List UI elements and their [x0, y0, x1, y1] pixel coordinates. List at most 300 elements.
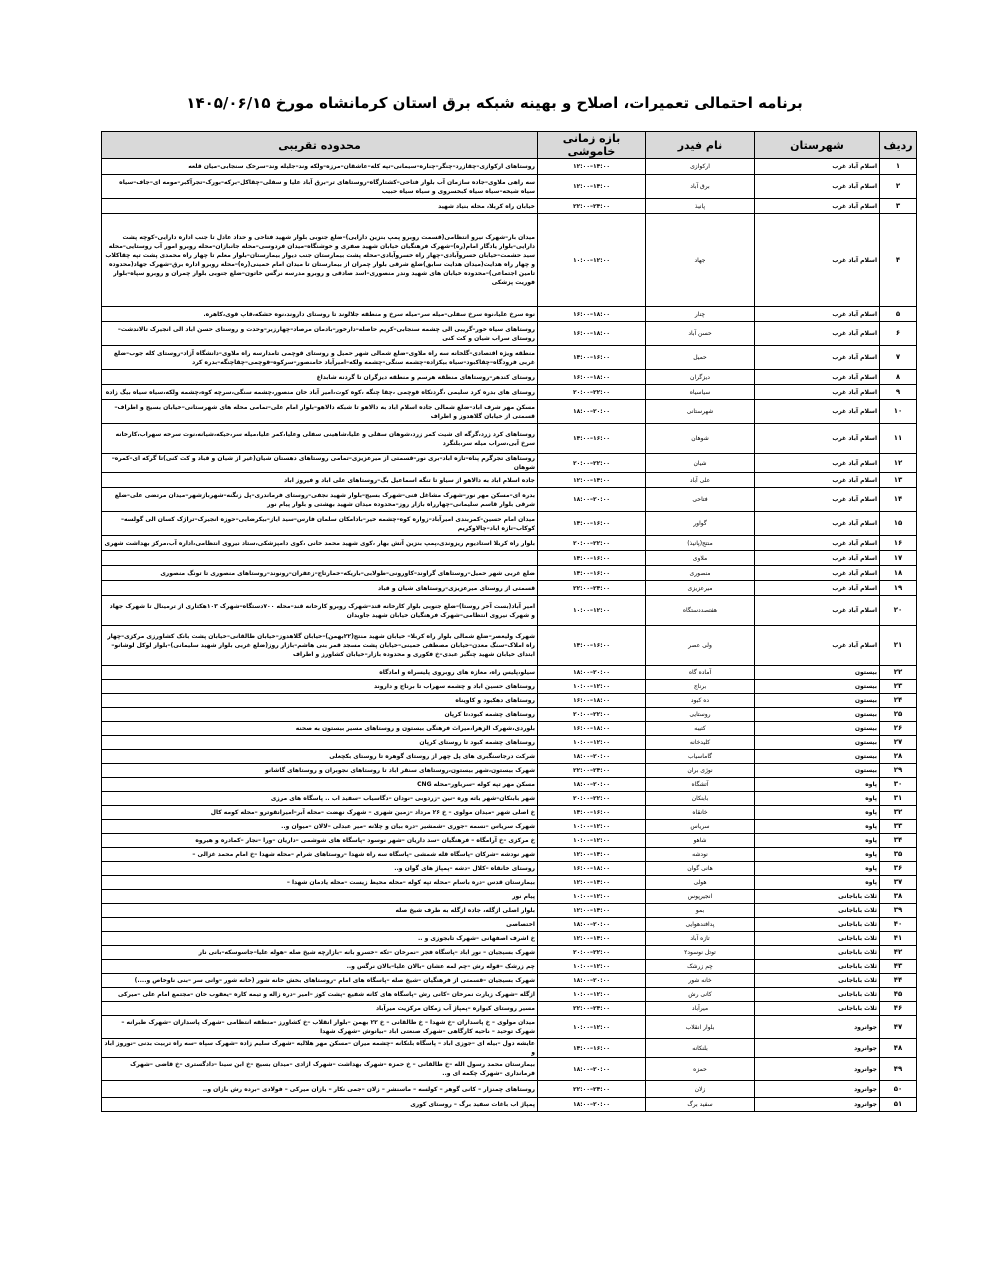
table-row	[102, 454, 917, 473]
city-cell: ثلاث باباجانی	[755, 932, 880, 946]
table-row	[102, 806, 917, 820]
area-cell: شرکت درجاسنگبری های پل چهر از روستای گوهره تا روستای بکچغلی	[102, 750, 538, 764]
row-number-cell: ۳۲	[880, 806, 917, 820]
area-cell: روستاهای سیاه خور–گریبی الی چشمه سنجابی–کریم حاصله–دارخور–بادمان مرصاد–چهارزبر–وحدت و روستای حسن اباد الی انجیرک تالاندشت–روستای سراب شیان و کت کنی	[102, 322, 538, 346]
city-cell: ثلاث باباجانی	[755, 946, 880, 960]
area-cell: مسکن مهر شرف اباد–ضلع شمالی جاده اسلام اباد به دالاهو تا شبکه دالاهو–بلوار امام علی–تمامی محله های شهرستانی–خیابان بسیج و اطراف–قسمتی از خیابان گلاهدوز و اطراف	[102, 400, 538, 424]
table-row	[102, 820, 917, 834]
area-cell: عایشه دول –بیله ای –جوزی اباد – پاسگاه بلنکانه –چشمه میران –مسکن مهر هلالیه –شهرک سلیم زاده –شهرک سپاه –سه راه تربیت بدنی –نوروز اباد و	[102, 1039, 538, 1058]
row-number-cell: ۴۶	[880, 1002, 917, 1016]
row-number-cell: ۲۷	[880, 736, 917, 750]
city-cell: پاوه	[755, 792, 880, 806]
area-cell: روستای خانقاه –کلال –دشه –پمپاژ های گوان و..	[102, 862, 538, 876]
table-row	[102, 424, 917, 454]
feeder-cell: شوهان	[646, 424, 755, 454]
header-row-number: ردیف	[880, 132, 917, 159]
table-row	[102, 694, 917, 708]
time-cell: ۱۶:۰۰–۱۸:۰۰	[538, 862, 646, 876]
row-number-cell: ۱	[880, 159, 917, 175]
feeder-cell: کلیدخانه	[646, 736, 755, 750]
row-number-cell: ۲	[880, 175, 917, 199]
feeder-cell: جهاد	[646, 214, 755, 307]
time-cell: ۱۰:۰۰–۱۲:۰۰	[538, 834, 646, 848]
city-cell: اسلام آباد غرب	[755, 566, 880, 581]
area-cell: شهرک بسیجیان –قسمتی از فرهنگیان –شیخ صله –پاسگاه های امام –روستاهای بخش خانه شور (خانه شور –وانی سر –بنی ناوخاص و....)	[102, 974, 538, 988]
feeder-cell: حمزه	[646, 1058, 755, 1081]
area-cell: بلوار راه کربلا استادیوم ریزوندی،پمپ بنزین آتش بهار ،کوی شهید محمد خانی ،کوی دامپزشکی،ستاد نیروی انتظامی،اداره آب،مرکز بهداشت شهری	[102, 536, 538, 551]
row-number-cell: ۵	[880, 307, 917, 322]
row-number-cell: ۲۸	[880, 750, 917, 764]
time-cell: ۱۰:۰۰–۱۲:۰۰	[538, 680, 646, 694]
table-row	[102, 834, 917, 848]
city-cell: پاوه	[755, 848, 880, 862]
row-number-cell: ۶	[880, 322, 917, 346]
row-number-cell: ۳۴	[880, 834, 917, 848]
header-area: محدوده تقریبی	[102, 132, 538, 159]
feeder-cell: ارکوازی	[646, 159, 755, 175]
area-cell: بیمارستان قدس –دره باسام –محله تپه کوله –محله محیط زیست –محله یادمان شهدا –	[102, 876, 538, 890]
time-cell: ۲۲:۰۰–۲۴:۰۰	[538, 764, 646, 778]
table-row	[102, 551, 917, 566]
city-cell: پاوه	[755, 862, 880, 876]
city-cell: پاوه	[755, 778, 880, 792]
time-cell: ۲۰:۰۰–۲۲:۰۰	[538, 708, 646, 722]
city-cell: اسلام آباد غرب	[755, 322, 880, 346]
row-number-cell: ۵۰	[880, 1081, 917, 1098]
table-row	[102, 666, 917, 680]
header-feeder: نام فیدر	[646, 132, 755, 159]
feeder-cell: برناج	[646, 680, 755, 694]
time-cell: ۱۲:۰۰–۱۴:۰۰	[538, 932, 646, 946]
row-number-cell: ۲۹	[880, 764, 917, 778]
row-number-cell: ۴	[880, 214, 917, 307]
table-row	[102, 988, 917, 1002]
area-cell: روستای کندهر–روستاهای منطقه هرسم و منطقه دیزگران تا گردنه شابداغ	[102, 370, 538, 385]
header-time: بازه زمانی خاموشی	[538, 132, 646, 159]
time-cell: ۱۸:۰۰–۲۰:۰۰	[538, 1058, 646, 1081]
table-row	[102, 1058, 917, 1081]
time-cell: ۲۰:۰۰–۲۲:۰۰	[538, 385, 646, 400]
table-row	[102, 848, 917, 862]
time-cell: ۱۸:۰۰–۲۰:۰۰	[538, 488, 646, 512]
time-cell: ۱۰:۰۰–۱۲:۰۰	[538, 596, 646, 626]
city-cell: اسلام آباد غرب	[755, 596, 880, 626]
time-cell: ۱۲:۰۰–۱۴:۰۰	[538, 848, 646, 862]
area-cell: سه راهی ملاوی–جاده سازمان آب بلوار فتاحی–کشتارگاه–روستاهای تر–برق آباد علیا و سفلی–چقاکل–برکه–بورک–تجرآکبر–مومه ای–جاف–سیاه سیاه شیخه–سیاه سیاه کبخسروی و سیاه سیاه حبیب	[102, 175, 538, 199]
table-row	[102, 581, 917, 596]
feeder-cell: خانقاه	[646, 806, 755, 820]
area-cell: روستاهای دهکبود و کاویناه	[102, 694, 538, 708]
area-cell: روستاهای چشمه کبود،تا کرپان	[102, 708, 538, 722]
feeder-cell: نوژی بران	[646, 764, 755, 778]
feeder-cell: کتیبه	[646, 722, 755, 736]
table-row	[102, 722, 917, 736]
table-row	[102, 536, 917, 551]
city-cell: اسلام آباد غرب	[755, 424, 880, 454]
area-cell: امیر آباد(بست آخر روستا)–ضلع جنوبی بلوار کارخانه قند–شهرک روبرو کارخانه قند–محله ۷۰۰دستگاه–شهرک ۱۰۳هکتاری از ترمینال تا شهرک جهاد و شهرک نیروی انتظامی–شهرک فرهنگیان خیابان شهید جاویدان	[102, 596, 538, 626]
feeder-cell: ولی عصر	[646, 626, 755, 666]
table-row	[102, 400, 917, 424]
time-cell: ۱۶:۰۰–۱۸:۰۰	[538, 694, 646, 708]
time-cell: ۱۴:۰۰–۱۶:۰۰	[538, 1039, 646, 1058]
table-row	[102, 175, 917, 199]
table-row	[102, 1016, 917, 1039]
feeder-cell: هولی	[646, 876, 755, 890]
time-cell: ۲۰:۰۰–۲۲:۰۰	[538, 454, 646, 473]
table-row	[102, 708, 917, 722]
table-row	[102, 199, 917, 214]
table-row	[102, 370, 917, 385]
city-cell: اسلام آباد غرب	[755, 370, 880, 385]
city-cell: اسلام آباد غرب	[755, 551, 880, 566]
city-cell: جوانرود	[755, 1058, 880, 1081]
time-cell: ۱۰:۰۰–۱۲:۰۰	[538, 1016, 646, 1039]
city-cell: اسلام آباد غرب	[755, 175, 880, 199]
row-number-cell: ۱۴	[880, 488, 917, 512]
row-number-cell: ۱۳	[880, 473, 917, 488]
feeder-cell: دیزگران	[646, 370, 755, 385]
feeder-cell: خانه شور	[646, 974, 755, 988]
table-row	[102, 1081, 917, 1098]
feeder-cell: شاهو	[646, 834, 755, 848]
time-cell: ۲۲:۰۰–۲۴:۰۰	[538, 1081, 646, 1098]
row-number-cell: ۴۹	[880, 1058, 917, 1081]
row-number-cell: ۴۱	[880, 932, 917, 946]
table-row	[102, 974, 917, 988]
area-cell: سیلو،پلیس راه، مغازه های روبروی پلیسراه و امادگاه	[102, 666, 538, 680]
row-number-cell: ۲۳	[880, 680, 917, 694]
city-cell: اسلام آباد غرب	[755, 199, 880, 214]
row-number-cell: ۱۸	[880, 566, 917, 581]
city-cell: اسلام آباد غرب	[755, 159, 880, 175]
table-row	[102, 918, 917, 932]
area-cell: میدان بار–شهرک نیرو انتظامی(قسمت روبرو پمپ بنزین دارایی)–ضلع جنوبی بلوار شهید فتاحی و حداد عادل تا جنب اداره دارایی–کوچه پشت دارایی–بلوار یادگار امام(ره)–شهرک فرهنگیان خیابان شهید صفری و خوشنگاه–میدان فردوسی–محله جانبازان–محله روبرو امور آب روستایی–محله سید حشمت–خیابان خسروآبادی–چهار راه خسروآبادی–محله پشت بیمارستان جنب دیوار بیمارستان–بلوار معلم تا چهار راه محمدی پشت تپه چقاکلاب و چهار راه هدایت(میدان هدایت سابق)ضلع شرقی بلوار چمران از بیمارستان تا میدان امام خمینی(ره)–محله روبرو اداره برق–شهرک جهاد(محدوده تامین اجتماعی)–محدوده خیابان های شهید وندر منصوری–اسد صادقی و روبرو مدرسه نرگس خاتون–ضلع جنوبی بلوار چمران و روبرو سپاه–بلوار فوریت پزشکی	[102, 214, 538, 307]
area-cell: روستای های بدره کرد سلیمی ،گردنکاه قوچمی ،چقا چنگه ،کوه کوت،امیر آباد خان منصور،چشمه سنگی،سرچه کوه،چشمه ولکه،سیاه سیاه بیگ زاده	[102, 385, 538, 400]
city-cell: جوانرود	[755, 1081, 880, 1098]
time-cell: ۱۰:۰۰–۱۲:۰۰	[538, 820, 646, 834]
row-number-cell: ۴۳	[880, 960, 917, 974]
time-cell: ۲۰:۰۰–۲۲:۰۰	[538, 536, 646, 551]
time-cell: ۱۴:۰۰–۱۶:۰۰	[538, 346, 646, 370]
area-cell: خ اشرف اصفهانی –شهرک تابجوزی و ..	[102, 932, 538, 946]
row-number-cell: ۲۴	[880, 694, 917, 708]
area-cell: جاده اسلام اباد به دالاهو از سیاو تا تنگه اسماعیل بگ–روستاهای علی اباد و فیروز اباد	[102, 473, 538, 488]
feeder-cell: آتشگاه	[646, 778, 755, 792]
city-cell: جوانرود	[755, 1098, 880, 1112]
area-cell: قسمتی از روستای میرعزیزی–روستاهای شیان و قباد	[102, 581, 538, 596]
table-row	[102, 346, 917, 370]
feeder-cell: ملاوی	[646, 551, 755, 566]
feeder-cell: نودشه	[646, 848, 755, 862]
row-number-cell: ۲۶	[880, 722, 917, 736]
time-cell: ۱۲:۰۰–۱۴:۰۰	[538, 473, 646, 488]
feeder-cell: هفتصددستگاه	[646, 596, 755, 626]
area-cell: بلوار اصلی ازگله، جاده ازگله به طرف شیخ صله	[102, 904, 538, 918]
feeder-cell: کانی رش	[646, 988, 755, 1002]
time-cell: ۱۰:۰۰–۱۲:۰۰	[538, 988, 646, 1002]
row-number-cell: ۳۱	[880, 792, 917, 806]
row-number-cell: ۳۹	[880, 904, 917, 918]
area-cell: میدان امام حسین–کمربندی امیرآباد–زواره کوه–چشمه خیر–بادامکان سلمان فارس–سید ایاز–بیکرضایی–حوزه انجیرک–تراژک کسان الی گولسه–کوکاب–تازه اباد–چالاوکریم	[102, 512, 538, 536]
table-row	[102, 566, 917, 581]
feeder-cell: تازه آباد	[646, 932, 755, 946]
area-cell: خیابان راه کربلا، محله بنیاد شهید	[102, 199, 538, 214]
row-number-cell: ۴۸	[880, 1039, 917, 1058]
area-cell: شهر بابنکان–شهر باته وره –نین –زردوبی –نودان –دگاسیاب –سفید اب .. پاسگاه های مرزی	[102, 792, 538, 806]
row-number-cell: ۳	[880, 199, 917, 214]
area-cell: خ اصلی شهر –میدان مولوی – خ ۲۶ مرداد –زمین شهری – شهرک نهضت –محله آبر–امیرانقوترو –محله کومه کال	[102, 806, 538, 820]
time-cell: ۲۲:۰۰–۲۴:۰۰	[538, 199, 646, 214]
city-cell: اسلام آباد غرب	[755, 536, 880, 551]
feeder-cell: علی آباد	[646, 473, 755, 488]
table-row	[102, 512, 917, 536]
city-cell: اسلام آباد غرب	[755, 581, 880, 596]
header-row	[102, 132, 917, 159]
city-cell: اسلام آباد غرب	[755, 454, 880, 473]
feeder-cell: حسن آباد	[646, 322, 755, 346]
feeder-cell: بابنکان	[646, 792, 755, 806]
time-cell: ۱۴:۰۰–۱۶:۰۰	[538, 566, 646, 581]
row-number-cell: ۱۵	[880, 512, 917, 536]
area-cell: نوه سرخ علیا،نوه سرخ سفلی–میله سر–میله سرخ و منطقه جلالوند تا روستای داروند،نوه خشکه،قاپ قوی،کاهره.	[102, 307, 538, 322]
area-cell: منطقه ویژه اقتصادی–گلخانه سه راه ملاوی–ضلع شمالی شهر حمیل و روستای قوچمی تامدارسه راه ملاوی–دانشگاه آزاد–روستای کله جوب–ضلع غربی فرودگاه–چقاکبود–سیاه بیکزاده–چشمه سنگی–چشمه ولکه–امیرآباد خامنصور–سرکوه–قوچمی–چقاچنگه–بدره کرد	[102, 346, 538, 370]
feeder-cell: انجیرپوس	[646, 890, 755, 904]
time-cell: ۱۶:۰۰–۱۸:۰۰	[538, 307, 646, 322]
table-row	[102, 1002, 917, 1016]
time-cell: ۱۲:۰۰–۱۴:۰۰	[538, 904, 646, 918]
area-cell: شهرک بسیجیان – نور اباد –پاسگاه فجر –نمرخان –تکه –خسرو بانه –بازارچه شیخ صله –هوله علیا–جاسوسکه–بانی نار	[102, 946, 538, 960]
time-cell: ۲۲:۰۰–۲۴:۰۰	[538, 1002, 646, 1016]
outage-schedule-table	[101, 131, 917, 1112]
time-cell: ۱۸:۰۰–۲۰:۰۰	[538, 974, 646, 988]
feeder-cell: میرعزیزی	[646, 581, 755, 596]
row-number-cell: ۴۴	[880, 974, 917, 988]
time-cell: ۲۰:۰۰–۲۲:۰۰	[538, 792, 646, 806]
time-cell: ۱۴:۰۰–۱۶:۰۰	[538, 551, 646, 566]
feeder-cell: سیاسیاه	[646, 385, 755, 400]
feeder-cell: سریاس	[646, 820, 755, 834]
feeder-cell: زلان	[646, 1081, 755, 1098]
feeder-cell: شیان	[646, 454, 755, 473]
row-number-cell: ۱۶	[880, 536, 917, 551]
header-city: شهرستان	[755, 132, 880, 159]
city-cell: بیستون	[755, 680, 880, 694]
feeder-cell: شهرستانی	[646, 400, 755, 424]
area-cell: مسیر روستای کیواره –پمپاژ آب زمکان مرکزیت میرآباد	[102, 1002, 538, 1016]
city-cell: بیستون	[755, 694, 880, 708]
table-header	[102, 132, 917, 159]
city-cell: اسلام آباد غرب	[755, 400, 880, 424]
area-cell: روستاهای چمنزار – کانی گوهر – کولسه – ماسنشر – زلان –جمی نکار – بازان میرکی – فولادی –برده رش بازان و..	[102, 1081, 538, 1098]
city-cell: اسلام آباد غرب	[755, 512, 880, 536]
table-row	[102, 862, 917, 876]
time-cell: ۱۸:۰۰–۲۰:۰۰	[538, 666, 646, 680]
time-cell: ۱۸:۰۰–۲۰:۰۰	[538, 778, 646, 792]
area-cell: شهرک ولیعصر–ضلع شمالی بلوار راه کربلا– خیابان شهید منتج(۲۲بهمن)–خیابان گلاهدوز–خیابان طالقانی–خیابان پشت بانک کشاورزی مرکزی–چهار راه املاک–سنگ معدن–خیابان مصطفی خمینی–خیابان پشت مسجد قمر بنی هاشم–بازار روز(ضلع غربی بلوار شهید سلیمانی)–بلوار لوکل لوشانو–ابتدای خیابان شهید چنگیز عبدی–خ فکوری و محدوده بازار–خیابان کشاورز و اطراف	[102, 626, 538, 666]
area-cell: شهر نودشه –شرکان –پاسگاه قله شمشی –پاسگاه سه راه شهدا –روستاهای شرام –محله شهدا –خ امام محمد غزالی –	[102, 848, 538, 862]
time-cell: ۱۴:۰۰–۱۶:۰۰	[538, 626, 646, 666]
time-cell: ۱۴:۰۰–۱۶:۰۰	[538, 512, 646, 536]
time-cell: ۱۴:۰۰–۱۶:۰۰	[538, 424, 646, 454]
area-cell: ازگله –شهرک زیارت نمرخان –کانی رش –پاسگاه های کانه شفیع –پشت کوز –امیر –دره زاله و تیمه کاره –یعقوب خان –مجتمع امام علی –میرکی	[102, 988, 538, 1002]
row-number-cell: ۴۰	[880, 918, 917, 932]
feeder-cell: بلنکانه	[646, 1039, 755, 1058]
area-cell: میدان مولوی – خ پاسداران –خ شهدا – خ طالقانی – خ ۲۲ بهمن –بلوار انقلاب –خ کشاورز –منطقه انتظامی –شهرک پاسداران –شهرک طبرانه –شهرک توحید – ناحیه کارگاهی –شهرک صنعتی اباد –بیانوش –شهرک شهدا	[102, 1016, 538, 1039]
city-cell: اسلام آباد غرب	[755, 214, 880, 307]
time-cell: ۱۸:۰۰–۲۰:۰۰	[538, 1098, 646, 1112]
feeder-cell: حمیل	[646, 346, 755, 370]
area-cell: روستاهای چشمه کبود تا روستای کرپان	[102, 736, 538, 750]
city-cell: پاوه	[755, 834, 880, 848]
table-row	[102, 214, 917, 307]
city-cell: اسلام آباد غرب	[755, 473, 880, 488]
row-number-cell: ۱۷	[880, 551, 917, 566]
city-cell: اسلام آباد غرب	[755, 307, 880, 322]
row-number-cell: ۴۲	[880, 946, 917, 960]
city-cell: جوانرود	[755, 1039, 880, 1058]
city-cell: بیستون	[755, 722, 880, 736]
time-cell: ۱۰:۰۰–۱۲:۰۰	[538, 214, 646, 307]
row-number-cell: ۳۷	[880, 876, 917, 890]
row-number-cell: ۷	[880, 346, 917, 370]
area-cell: پمپاژ اب باغات سفید برگ – روستای کوری	[102, 1098, 538, 1112]
table-row	[102, 778, 917, 792]
time-cell: ۱۸:۰۰–۲۰:۰۰	[538, 918, 646, 932]
document-title: برنامه احتمالی تعمیرات، اصلاح و بهینه شبکه برق استان کرمانشاه مورخ ۱۴۰۵/۰۶/۱۵	[186, 94, 803, 112]
table-row	[102, 322, 917, 346]
feeder-cell: پانیذ	[646, 199, 755, 214]
time-cell: ۲۲:۰۰–۲۴:۰۰	[538, 581, 646, 596]
table-row	[102, 596, 917, 626]
feeder-cell: چنار	[646, 307, 755, 322]
city-cell: ثلاث باباجانی	[755, 1002, 880, 1016]
table-row	[102, 764, 917, 778]
feeder-cell: روستایی	[646, 708, 755, 722]
table-row	[102, 1039, 917, 1058]
row-number-cell: ۲۲	[880, 666, 917, 680]
feeder-cell: منصوری	[646, 566, 755, 581]
table-row	[102, 736, 917, 750]
row-number-cell: ۸	[880, 370, 917, 385]
city-cell: جوانرود	[755, 1016, 880, 1039]
time-cell: ۱۸:۰۰–۲۰:۰۰	[538, 750, 646, 764]
row-number-cell: ۳۳	[880, 820, 917, 834]
area-cell: بدره ای–مسکن مهر نور–شهرک مشاغل فنی–شهرک بسیج–بلوار شهید نجفی–روستای فرماندری–پل زنگنه–شهربازشهر–میدان مرتضی علی–ضلع شرقی بلوار قاسم سلیمانی–چهارراه بازار روز–محدوده میدان شهید بهشتی و بلوار پیام نور	[102, 488, 538, 512]
table-row	[102, 385, 917, 400]
table-row	[102, 946, 917, 960]
time-cell: ۱۲:۰۰–۱۴:۰۰	[538, 159, 646, 175]
feeder-cell: هانی گوان	[646, 862, 755, 876]
row-number-cell: ۳۸	[880, 890, 917, 904]
city-cell: بیستون	[755, 736, 880, 750]
time-cell: ۱۲:۰۰–۱۴:۰۰	[538, 876, 646, 890]
row-number-cell: ۱۰	[880, 400, 917, 424]
time-cell: ۱۰:۰۰–۱۲:۰۰	[538, 890, 646, 904]
table-row	[102, 680, 917, 694]
row-number-cell: ۲۱	[880, 626, 917, 666]
city-cell: ثلاث باباجانی	[755, 904, 880, 918]
table-row	[102, 960, 917, 974]
feeder-cell: پدافندهوایی	[646, 918, 755, 932]
feeder-cell: آماده گاه	[646, 666, 755, 680]
area-cell: بلوردی،شهرک الزهرا،میراث فرهنگی بیستون و روستاهای مسیر بیستون به صحنه	[102, 722, 538, 736]
row-number-cell: ۳۵	[880, 848, 917, 862]
feeder-cell: بلوار انقلاب	[646, 1016, 755, 1039]
time-cell: ۱۸:۰۰–۲۰:۰۰	[538, 400, 646, 424]
feeder-cell: توتل نوسود۲	[646, 946, 755, 960]
area-cell: شهرک سریاس –نسمه –جوری –شمشیر –دره بیان و چلانه –میر عبدلی –لالان –میوان و..	[102, 820, 538, 834]
area-cell: اختصاصی	[102, 918, 538, 932]
table-row	[102, 890, 917, 904]
table-row	[102, 904, 917, 918]
city-cell: اسلام آباد غرب	[755, 626, 880, 666]
feeder-cell: میرآباد	[646, 1002, 755, 1016]
area-cell: پیام نور	[102, 890, 538, 904]
row-number-cell: ۴۵	[880, 988, 917, 1002]
city-cell: بیستون	[755, 750, 880, 764]
time-cell: ۱۶:۰۰–۱۸:۰۰	[538, 722, 646, 736]
area-cell: چم زرشک –قوله رش –چم لمه عشان –بالان علیا–بالان نرگس و..	[102, 960, 538, 974]
area-cell: ضلع غربی شهر حمیل–روستاهای گراوند–کاورونی–طولابی–باریکه–خمارتاج–زعفران–رونوند–روستاهای منصوری تا تونگ منصوری	[102, 566, 538, 581]
area-cell: خ مرکزی –خ آرامگاه – فرهنگیان –سد داریان –شهر نوسود –پاسگاه های شوشمی –داریان –ورا –نجار –کمادره و هیروه	[102, 834, 538, 848]
table-row	[102, 473, 917, 488]
row-number-cell: ۲۰	[880, 596, 917, 626]
city-cell: ثلاث باباجانی	[755, 960, 880, 974]
time-cell: ۱۴:۰۰–۱۶:۰۰	[538, 806, 646, 820]
area-cell: روستاهای ارکوازی–چقازرد–چنگر–چناره–سیمانی–تپه کله–عاشقان–مرزه–ولکه وند–جلیله وند–سرخک سنجابی–میان قلعه	[102, 159, 538, 175]
city-cell: ثلاث باباجانی	[755, 918, 880, 932]
city-cell: بیستون	[755, 666, 880, 680]
city-cell: پاوه	[755, 876, 880, 890]
row-number-cell: ۹	[880, 385, 917, 400]
feeder-cell: منتج(پانیذ)	[646, 536, 755, 551]
time-cell: ۱۶:۰۰–۱۸:۰۰	[538, 322, 646, 346]
table-row	[102, 1098, 917, 1112]
area-cell: شهرک بیستون،شهر بیستون،روستاهای سنقر اباد تا روستاهای نجوبران و روستاهای گاشانو	[102, 764, 538, 778]
feeder-cell: ده کبود	[646, 694, 755, 708]
time-cell: ۲۰:۰۰–۲۲:۰۰	[538, 946, 646, 960]
row-number-cell: ۳۶	[880, 862, 917, 876]
feeder-cell: چم زرشک	[646, 960, 755, 974]
row-number-cell: ۵۱	[880, 1098, 917, 1112]
row-number-cell: ۴۷	[880, 1016, 917, 1039]
feeder-cell: بمو	[646, 904, 755, 918]
city-cell: بیستون	[755, 764, 880, 778]
city-cell: ثلاث باباجانی	[755, 974, 880, 988]
city-cell: ثلاث باباجانی	[755, 988, 880, 1002]
table-row	[102, 876, 917, 890]
time-cell: ۱۶:۰۰–۱۸:۰۰	[538, 370, 646, 385]
city-cell: پاوه	[755, 806, 880, 820]
feeder-cell: برق آباد	[646, 175, 755, 199]
city-cell: پاوه	[755, 820, 880, 834]
table-body	[102, 159, 917, 1112]
table-row	[102, 750, 917, 764]
city-cell: ثلاث باباجانی	[755, 890, 880, 904]
table-row	[102, 626, 917, 666]
city-cell: اسلام آباد غرب	[755, 346, 880, 370]
time-cell: ۱۰:۰۰–۱۲:۰۰	[538, 736, 646, 750]
area-cell: روستاهای کرد زرد،گرگه ای شیت کمر زرد،شوهان سفلی و علیا،شاهینی سفلی وعلیا،کمر علیا،میله سر،خیکه،شیانه،نوت سرخه سهراب،کارخانه سرخ آبی،سراب میله سر،بلنگرد	[102, 424, 538, 454]
area-cell: روستاهای تجرگرم پناه–تازه اباد–بری نور–قسمتی از میرعزیزی–تمامی روستاهای دهستان شیان(غیر از شیان و قباد و کت کنی)تا گرکه ای–کمره–شوهان	[102, 454, 538, 473]
row-number-cell: ۱۹	[880, 581, 917, 596]
city-cell: اسلام آباد غرب	[755, 488, 880, 512]
row-number-cell: ۱۱	[880, 424, 917, 454]
city-cell: بیستون	[755, 708, 880, 722]
row-number-cell: ۱۲	[880, 454, 917, 473]
feeder-cell: گواور	[646, 512, 755, 536]
table-row	[102, 159, 917, 175]
